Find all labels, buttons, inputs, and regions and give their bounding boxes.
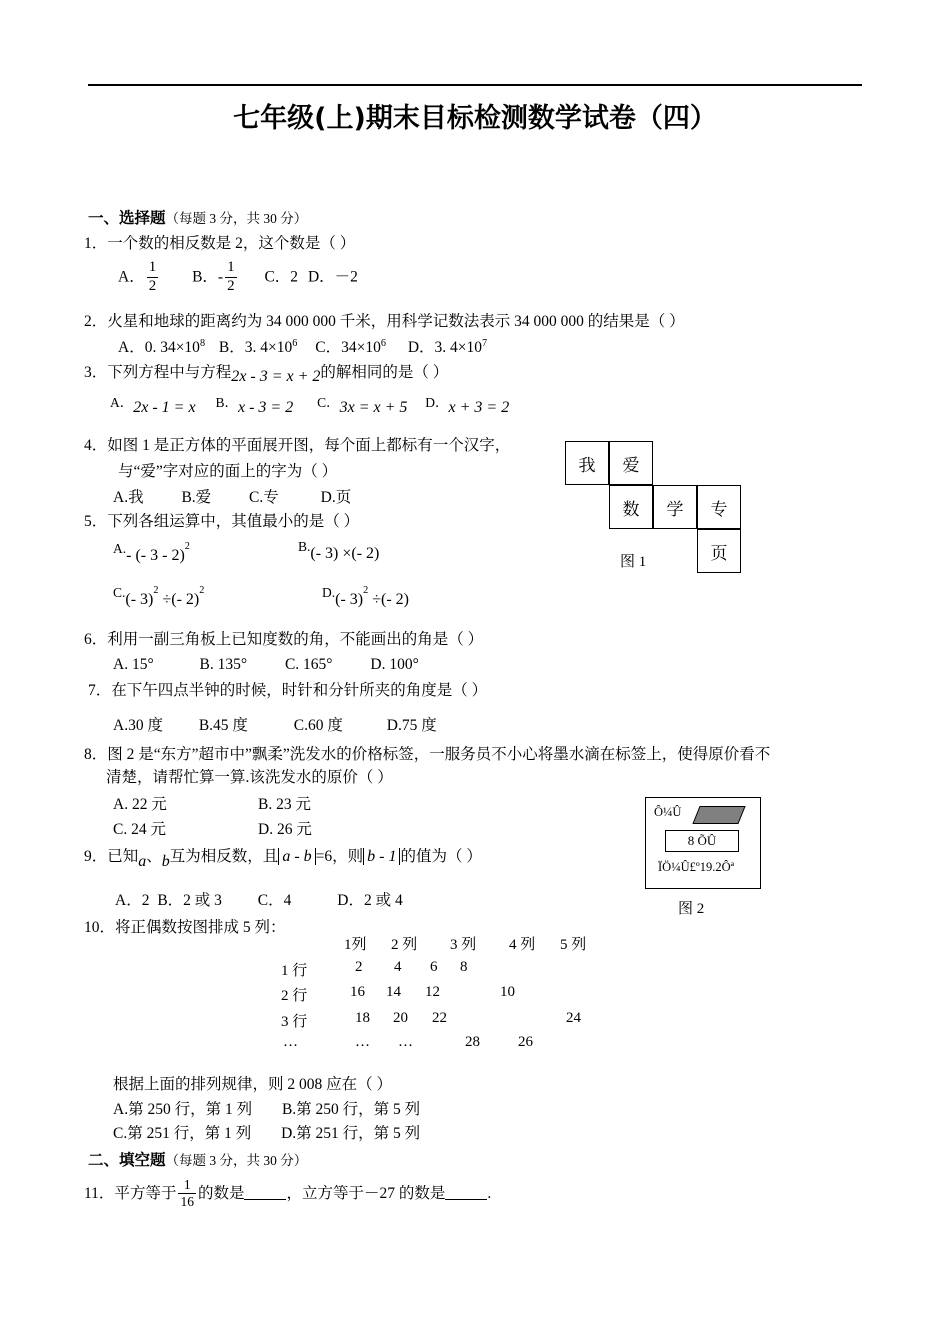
q3-number: 3． [84,364,108,381]
q4-opt-d: D.页 [320,489,352,506]
net-cell-0: 我 [565,441,609,485]
q1-opt-d-label: D． [307,268,335,286]
q2-opt-d: D．3. 4×10 [407,339,483,357]
q5-opt-b-expr: (- 3) ×(- 2) [310,545,380,562]
figure-2-caption: 图 2 [678,901,705,917]
q5-opt-a-label: A. [113,541,127,557]
q9-sep-1: 、 [146,848,162,865]
net-cell-2: 数 [609,485,653,529]
grid-r1-c0: 16 [350,984,365,1000]
question-7-options [113,716,437,737]
grid-r0-c3: 8 [460,959,468,975]
q3-opt-b-label: B． [215,395,238,410]
q2-opt-c-exp: 6 [380,338,386,349]
question-11-stem [84,1178,491,1209]
q3-opt-c-label: C． [317,395,340,410]
grid-r1-c1: 14 [386,984,401,1000]
q5-opt-c-exp-1: 2 [153,585,159,596]
grid-row-label-0: 1 行 [281,963,308,979]
q2-opt-a-exp: 8 [199,338,206,349]
question-1-options [118,260,358,295]
question-5-stem [84,512,359,533]
q5-opt-c-expr-2: ÷(- 2) [158,591,200,609]
question-4-options [113,488,351,509]
question-5-option-a [113,538,190,565]
q9-abs-expr-1: a - b [278,848,315,865]
q9-number: 9． [84,848,108,865]
question-10-options-row1 [113,1100,420,1121]
question-3-options [110,392,509,414]
q3-opt-d-label: D． [425,395,449,410]
grid-r0-c0: 2 [355,959,363,975]
q8-number: 8． [84,746,108,763]
q7-number: 7． [88,682,112,699]
q4-opt-c: C.专 [249,489,279,506]
q1-opt-b-sign: - [217,268,224,286]
q11-blank-2[interactable] [445,1184,487,1200]
q8-text-1: 图 2 是“东方”超市中”飘柔”洗发水的价格标签，一服务员不小心将墨水滴在标签上，使得原价看不 [107,746,771,763]
question-5-option-c [113,582,205,609]
q5-number: 5． [84,513,108,530]
q7-opt-d: D.75 度 [386,717,437,734]
grid-row-label-1: 2 行 [281,988,308,1004]
q1-opt-c: C．2 [264,268,299,286]
q10-opt-b: B.第 250 行，第 5 列 [281,1101,421,1118]
q2-opt-c: C．34×10 [315,339,381,357]
q2-opt-b: B．3. 4×10 [218,339,293,357]
q11-text-mid: 的数是 [197,1185,245,1203]
q10-opt-a: A.第 250 行，第 1 列 [113,1101,253,1118]
q9-text-mid: 互为相反数，且 [169,848,279,865]
q9-text-post: 的值为（ ） [400,848,482,865]
q4-opt-a: A.我 [113,489,144,506]
q5-opt-d-expr-1: (- 3) [335,591,364,609]
question-8-option-d: D. 26 元 [258,821,312,838]
q5-opt-a-exp: 2 [184,541,190,552]
grid-col-header-4: 5 列 [560,937,587,953]
question-10-stem [84,918,286,939]
q11-text-pre: 平方等于 [114,1185,177,1203]
q1-number: 1． [84,235,108,252]
q2-opt-b-exp: 6 [292,338,298,349]
q3-opt-d-eq: x + 3 = 2 [448,399,510,416]
q4-number: 4． [84,437,108,454]
q5-opt-b-label: B. [298,539,311,554]
header-rule [88,84,862,86]
q2-text: 火星和地球的距离约为 34 000 000 千米，用科学记数法表示 34 000 000 的结果是（ ） [107,313,685,330]
net-cell-3: 学 [653,485,697,529]
question-7-stem [88,681,487,702]
q10-opt-d: D.第 251 行，第 5 列 [281,1125,421,1142]
grid-r3-c3: 26 [518,1034,533,1050]
q3-text-post: 的解相同的是（ ） [320,364,449,381]
q6-opt-b: B. 135° [199,656,248,673]
q5-opt-c-exp-2: 2 [199,585,205,596]
question-9-options [115,891,403,912]
grid-r2-c1: 20 [393,1010,408,1026]
grid-col-header-3: 4 列 [509,937,536,953]
q3-text-pre: 下列方程中与方程 [107,364,232,381]
q6-opt-d: D. 100° [370,656,419,673]
q9-opt-d: D．2 或 4 [337,892,403,909]
grid-row-label-3: … [283,1034,298,1050]
q7-text: 在下午四点半钟的时候，时针和分针所夹的角度是（ ） [111,682,488,699]
question-8-option-c: C. 24 元 [113,821,166,838]
price-tag-discount-box: 8 ÕÛ [665,830,739,852]
grid-r0-c2: 6 [430,959,438,975]
q3-opt-a-label: A． [110,395,134,410]
q4-opt-b: B.爱 [181,489,212,506]
question-4-stem-line2: 与“爱”字对应的面上的字为（ ） [118,463,338,480]
q9-abs-expr-2: b - 1 [363,848,400,865]
price-tag-original-label: Ô¼Û [654,805,682,819]
section1-label: 一、选择题 [88,209,166,227]
q6-text: 利用一副三角板上已知度数的角，不能画出的角是（ ） [107,631,484,648]
net-cell-4: 专 [697,485,741,529]
question-1-stem [84,234,355,255]
q9-var-a: a [138,853,147,870]
grid-r1-c4: 10 [500,984,515,1000]
q2-opt-a: A．0. 34×10 [118,339,200,357]
question-9-stem [84,846,482,868]
ink-blot-shape [692,806,745,824]
grid-row-label-2: 3 行 [281,1014,308,1030]
q10-opt-c: C.第 251 行，第 1 列 [113,1125,252,1142]
grid-r2-c4: 24 [566,1010,581,1026]
q5-opt-d-exp-1: 2 [363,585,369,596]
q2-number: 2． [84,313,108,330]
net-cell-5: 页 [697,529,741,573]
question-8-stem-line2: 清楚，请帮忙算一算.该洗发水的原价（ ） [106,769,393,786]
q11-text-mid2: ，立方等于－27 的数是 [286,1185,446,1203]
q11-fraction: $\frac{1}{16}$ [180,1177,194,1210]
q1-opt-b-label: B． [192,268,218,286]
q1-opt-d-value: －2 [334,268,358,286]
section-heading-choice [88,208,307,230]
q5-opt-d-expr-2: ÷(- 2) [368,591,409,609]
q4-text-1: 如图 1 是正方体的平面展开图，每个面上都标有一个汉字， [107,437,511,454]
q10-text: 将正偶数按图排成 5 列： [115,919,286,936]
grid-r3-c0: … [355,1034,370,1050]
question-5-option-d [322,582,409,609]
question-6-stem [84,630,483,651]
q9-opt-a: A．2 [115,892,150,909]
question-10-conclusion: 根据上面的排列规律，则 2 008 应在（ ） [113,1076,393,1093]
question-6-options [113,655,419,676]
question-4-stem-line1 [84,436,510,457]
q3-equation: 2x - 3 = x + 2 [231,368,321,385]
figure-2-price-tag [645,797,761,889]
grid-r2-c2: 22 [432,1010,447,1026]
grid-r3-c2: 28 [465,1034,480,1050]
section1-note: （每题 3 分，共 30 分） [165,211,308,226]
question-10-options-row2 [113,1124,420,1145]
q1-opt-b-fraction: $\frac{1}{2}$ [227,259,235,294]
question-8-stem-line1 [84,745,770,766]
page-title: 七年级(上)期末目标检测数学试卷（四） [233,103,717,134]
q5-text: 下列各组运算中，其值最小的是（ ） [107,513,360,530]
question-8-option-b: B. 23 元 [258,796,311,813]
q6-number: 6． [84,631,108,648]
q5-opt-a-expr: - (- 3 - 2) [126,547,185,565]
q3-opt-b-eq: x - 3 = 2 [237,399,294,416]
grid-r3-c1: … [398,1034,413,1050]
q5-opt-d-label: D. [322,585,336,601]
q9-opt-c: C．4 [257,892,292,909]
figure-1-caption: 图 1 [620,554,647,570]
question-3-stem [84,362,448,384]
q9-text-pre: 已知 [107,848,139,865]
question-8-option-a: A. 22 元 [113,796,167,813]
q6-opt-a: A. 15° [113,656,154,673]
q3-opt-a-eq: 2x - 1 = x [133,399,196,416]
question-2-stem [84,312,685,333]
section2-label: 二、填空题 [88,1151,166,1169]
q6-opt-c: C. 165° [284,656,333,673]
grid-col-header-0: 1列 [344,937,367,953]
q7-opt-c: C.60 度 [293,717,343,734]
q11-text-end: . [487,1185,492,1203]
q1-text: 一个数的相反数是 2，这个数是（ ） [107,235,356,252]
q2-opt-d-exp: 7 [482,338,488,349]
net-cell-1: 爱 [609,441,653,485]
grid-r1-c2: 12 [425,984,440,1000]
q5-opt-c-expr-1: (- 3) [125,591,154,609]
q5-opt-c-label: C. [113,585,126,601]
grid-col-header-2: 3 列 [450,937,477,953]
q1-opt-a-label: A． [118,268,145,286]
section-heading-fill [88,1150,307,1172]
q9-eq-value: =6， [315,848,348,865]
grid-r0-c1: 4 [394,959,402,975]
q7-opt-a: A.30 度 [113,717,163,734]
q9-opt-b: B．2 或 3 [157,892,222,909]
q9-text-then: 则 [347,848,364,865]
q9-var-b: b [161,853,170,870]
q11-number: 11． [84,1185,115,1203]
q7-opt-b: B.45 度 [198,717,248,734]
q11-blank-1[interactable] [244,1184,286,1200]
question-2-options [118,337,487,359]
grid-r2-c0: 18 [355,1010,370,1026]
q10-number: 10． [84,919,116,936]
question-5-option-b [298,536,380,562]
grid-col-header-1: 2 列 [391,937,418,953]
q1-opt-a-fraction: $\frac{1}{2}$ [148,259,157,294]
q3-opt-c-eq: 3x = x + 5 [339,399,408,416]
section2-note: （每题 3 分，共 30 分） [165,1153,308,1168]
price-tag-current-price: ÏÖ¼Û£º19.2Ôª [658,860,735,874]
